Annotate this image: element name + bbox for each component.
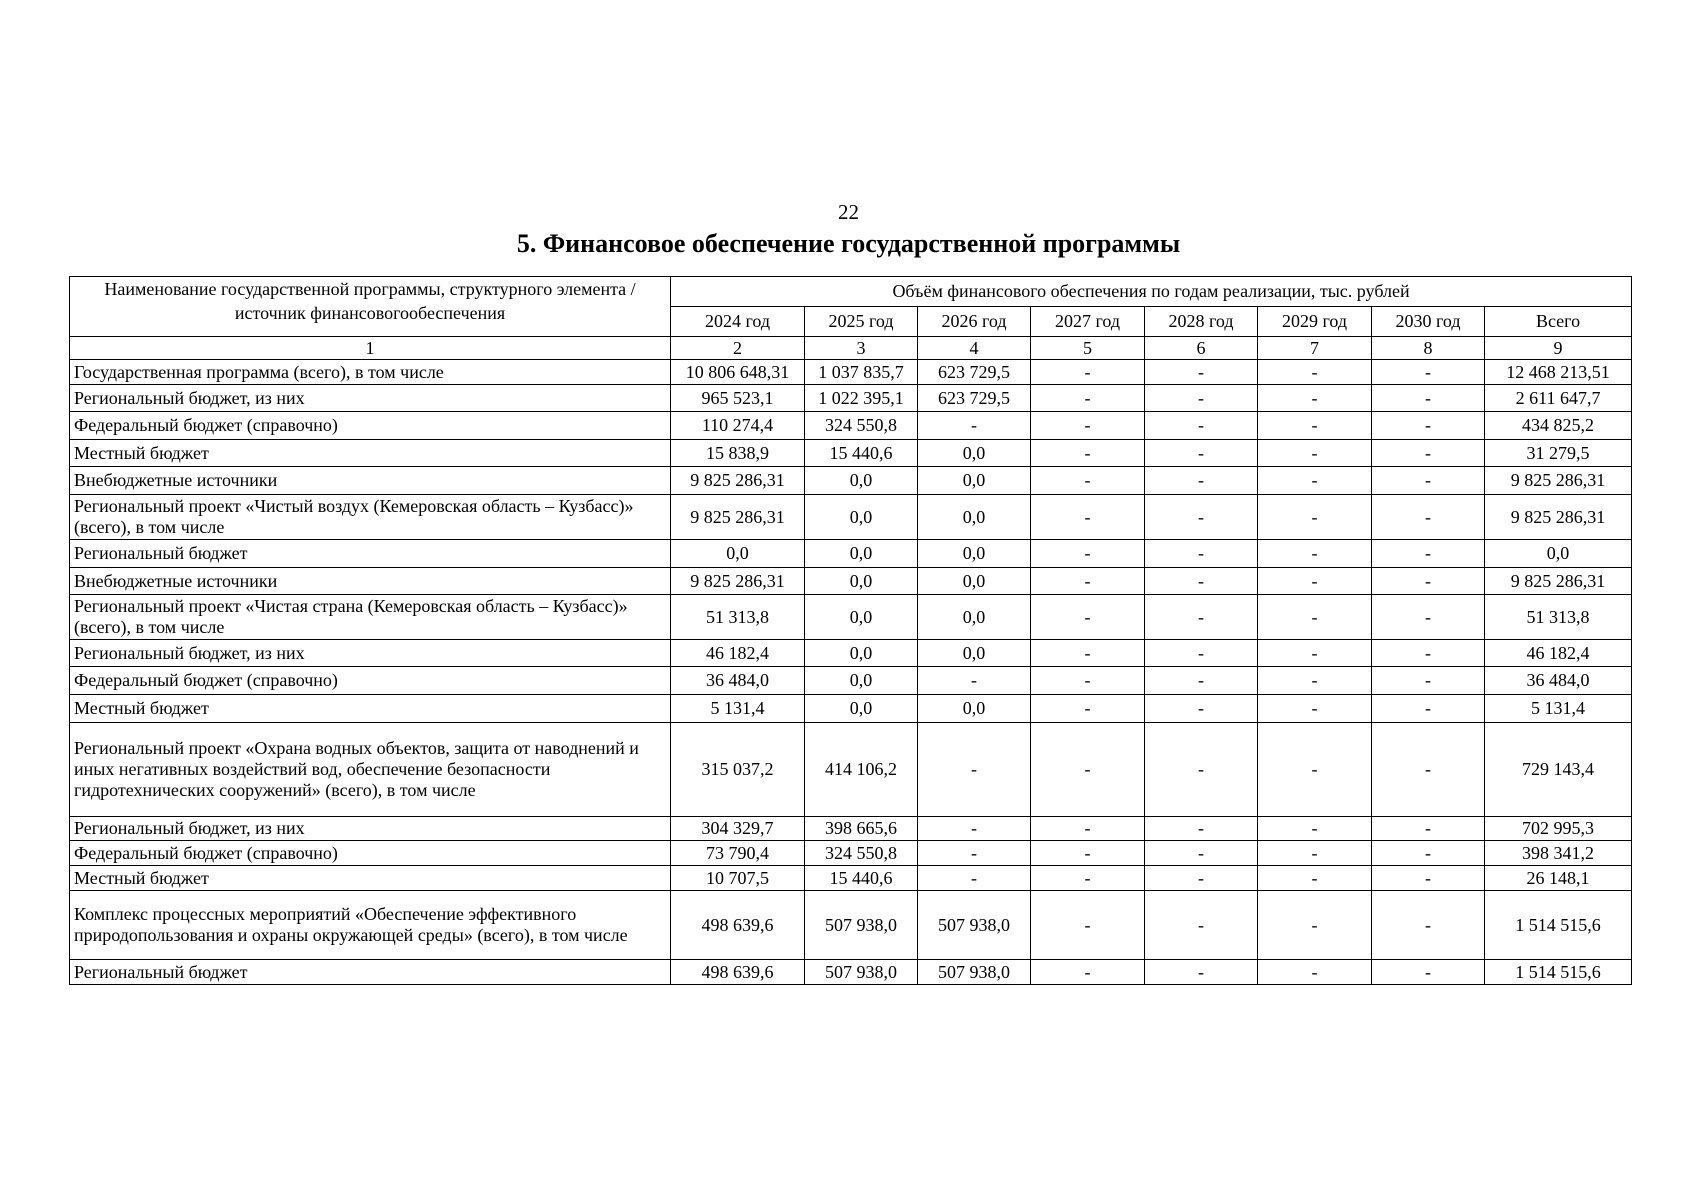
row-name-cell: Региональный бюджет (70, 540, 671, 568)
table-row (70, 841, 1632, 866)
value-cell: 9 825 286,31 (1485, 495, 1632, 540)
value-cell: - (1372, 841, 1485, 866)
value-cell: - (1031, 495, 1145, 540)
value-cell: - (1145, 412, 1258, 440)
value-cell: - (1258, 640, 1372, 667)
table-row (70, 866, 1632, 891)
table-row (70, 412, 1632, 440)
value-cell: 0,0 (918, 595, 1031, 640)
value-cell: 36 484,0 (1485, 667, 1632, 695)
column-index: 6 (1145, 337, 1258, 360)
column-header-2025: 2025 год (805, 307, 918, 337)
column-index: 1 (70, 337, 671, 360)
value-cell: 623 729,5 (918, 360, 1031, 385)
value-cell: 0,0 (918, 495, 1031, 540)
value-cell: 9 825 286,31 (671, 495, 805, 540)
value-cell: - (1258, 595, 1372, 640)
row-name-cell: Региональный бюджет, из них (70, 640, 671, 667)
column-header-2029: 2029 год (1258, 307, 1372, 337)
row-name-cell: Региональный бюджет, из них (70, 385, 671, 412)
value-cell: - (1145, 385, 1258, 412)
value-cell: 0,0 (805, 640, 918, 667)
value-cell: - (1372, 385, 1485, 412)
value-cell: 9 825 286,31 (671, 467, 805, 495)
value-cell: - (1372, 640, 1485, 667)
value-cell: - (1372, 595, 1485, 640)
table-row (70, 817, 1632, 841)
value-cell: 0,0 (918, 440, 1031, 467)
value-cell: - (1372, 817, 1485, 841)
value-cell: - (1031, 412, 1145, 440)
value-cell: 51 313,8 (1485, 595, 1632, 640)
value-cell: - (1258, 360, 1372, 385)
value-cell: - (918, 841, 1031, 866)
value-cell: - (1145, 568, 1258, 595)
value-cell: 26 148,1 (1485, 866, 1632, 891)
value-cell: - (1372, 723, 1485, 817)
value-cell: 0,0 (918, 640, 1031, 667)
value-cell: - (1372, 360, 1485, 385)
value-cell: - (1258, 891, 1372, 960)
value-cell: 10 806 648,31 (671, 360, 805, 385)
value-cell: 1 514 515,6 (1485, 960, 1632, 985)
value-cell: - (1145, 360, 1258, 385)
value-cell: - (1258, 467, 1372, 495)
column-header-2027: 2027 год (1031, 307, 1145, 337)
value-cell: 434 825,2 (1485, 412, 1632, 440)
value-cell: 9 825 286,31 (1485, 467, 1632, 495)
value-cell: - (1258, 723, 1372, 817)
table-row (70, 360, 1632, 385)
value-cell: - (1258, 412, 1372, 440)
value-cell: - (1145, 595, 1258, 640)
value-cell: 0,0 (918, 568, 1031, 595)
value-cell: 702 995,3 (1485, 817, 1632, 841)
value-cell: 498 639,6 (671, 960, 805, 985)
value-cell: 507 938,0 (918, 891, 1031, 960)
value-cell: - (1031, 640, 1145, 667)
value-cell: 10 707,5 (671, 866, 805, 891)
value-cell: 51 313,8 (671, 595, 805, 640)
value-cell: - (1258, 568, 1372, 595)
value-cell: - (1372, 667, 1485, 695)
name-column-header: Наименование государственной программы, структурного элемента / источник финансовогообеспечения (70, 277, 671, 337)
value-cell: - (1145, 540, 1258, 568)
column-index-row (70, 337, 1632, 360)
value-cell: 0,0 (805, 595, 918, 640)
value-cell: - (1258, 385, 1372, 412)
financing-table (69, 276, 1632, 985)
value-cell: - (1145, 467, 1258, 495)
page-number: 22 (838, 200, 859, 224)
value-cell: 324 550,8 (805, 412, 918, 440)
value-cell: 0,0 (805, 467, 918, 495)
value-cell: 324 550,8 (805, 841, 918, 866)
value-cell: 5 131,4 (1485, 695, 1632, 723)
value-cell: - (1372, 695, 1485, 723)
table-row (70, 385, 1632, 412)
value-cell: 507 938,0 (918, 960, 1031, 985)
value-cell: 0,0 (805, 568, 918, 595)
value-cell: - (1258, 817, 1372, 841)
value-cell: 9 825 286,31 (671, 568, 805, 595)
row-name-cell: Внебюджетные источники (70, 467, 671, 495)
value-cell: - (1372, 540, 1485, 568)
row-name-cell: Федеральный бюджет (справочно) (70, 667, 671, 695)
value-cell: 0,0 (805, 667, 918, 695)
value-cell: 36 484,0 (671, 667, 805, 695)
row-name-cell: Федеральный бюджет (справочно) (70, 412, 671, 440)
value-cell: 414 106,2 (805, 723, 918, 817)
table-row (70, 695, 1632, 723)
table-row (70, 595, 1632, 640)
table-row (70, 960, 1632, 985)
table-row (70, 540, 1632, 568)
value-cell: - (1031, 866, 1145, 891)
row-name-cell: Региональный проект «Чистая страна (Кемеровская область – Кузбасс)» (всего), в том числе (70, 595, 671, 640)
value-cell: - (1031, 695, 1145, 723)
table-row (70, 723, 1632, 817)
value-cell: 304 329,7 (671, 817, 805, 841)
value-cell: - (1145, 440, 1258, 467)
value-cell: 623 729,5 (918, 385, 1031, 412)
row-name-cell: Государственная программа (всего), в том числе (70, 360, 671, 385)
value-cell: 507 938,0 (805, 960, 918, 985)
value-cell: 9 825 286,31 (1485, 568, 1632, 595)
value-cell: - (1372, 467, 1485, 495)
value-cell: - (1031, 595, 1145, 640)
value-cell: - (1258, 841, 1372, 866)
table-row (70, 568, 1632, 595)
value-cell: 498 639,6 (671, 891, 805, 960)
value-cell: - (1258, 495, 1372, 540)
value-cell: - (1031, 360, 1145, 385)
value-cell: 507 938,0 (805, 891, 918, 960)
value-cell: 12 468 213,51 (1485, 360, 1632, 385)
value-cell: 0,0 (805, 695, 918, 723)
value-cell: 0,0 (1485, 540, 1632, 568)
value-cell: - (1031, 667, 1145, 695)
column-index: 7 (1258, 337, 1372, 360)
value-cell: 0,0 (671, 540, 805, 568)
value-cell: - (918, 723, 1031, 817)
value-cell: - (1372, 866, 1485, 891)
column-header-2030: 2030 год (1372, 307, 1485, 337)
column-header-2024: 2024 год (671, 307, 805, 337)
value-cell: - (1258, 866, 1372, 891)
value-cell: 15 440,6 (805, 440, 918, 467)
row-name-cell: Комплекс процессных мероприятий «Обеспечение эффективного природопользования и охраны окружающей среды» (всего), в том числе (70, 891, 671, 960)
table-row (70, 667, 1632, 695)
value-cell: 0,0 (918, 695, 1031, 723)
value-cell: - (1145, 723, 1258, 817)
table-body (70, 360, 1632, 985)
value-cell: 1 514 515,6 (1485, 891, 1632, 960)
value-cell: - (1145, 695, 1258, 723)
value-cell: 110 274,4 (671, 412, 805, 440)
row-name-cell: Региональный проект «Охрана водных объектов, защита от наводнений и иных негативных воздействий вод, обеспечение безопасности гидротехнических сооружений» (всего), в том числе (70, 723, 671, 817)
table-row (70, 891, 1632, 960)
table-row (70, 640, 1632, 667)
value-cell: 5 131,4 (671, 695, 805, 723)
value-cell: 398 665,6 (805, 817, 918, 841)
value-cell: 31 279,5 (1485, 440, 1632, 467)
column-index: 8 (1372, 337, 1485, 360)
value-cell: - (918, 667, 1031, 695)
value-cell: 0,0 (918, 467, 1031, 495)
value-cell: - (1031, 440, 1145, 467)
row-name-cell: Региональный проект «Чистый воздух (Кемеровская область – Кузбасс)» (всего), в том числе (70, 495, 671, 540)
value-cell: - (1031, 960, 1145, 985)
section-title: 5. Финансовое обеспечение государственной программы (516, 229, 1181, 258)
value-cell: - (1372, 960, 1485, 985)
value-cell: - (1031, 817, 1145, 841)
value-cell: - (1372, 440, 1485, 467)
value-cell: 0,0 (805, 540, 918, 568)
value-cell: 15 838,9 (671, 440, 805, 467)
value-cell: - (1145, 960, 1258, 985)
value-cell: - (1031, 891, 1145, 960)
column-header-total: Всего (1485, 307, 1632, 337)
value-cell: 0,0 (918, 540, 1031, 568)
value-cell: - (1031, 723, 1145, 817)
value-cell: - (1258, 695, 1372, 723)
value-cell: 0,0 (805, 495, 918, 540)
column-index: 2 (671, 337, 805, 360)
value-cell: - (1031, 841, 1145, 866)
value-cell: 46 182,4 (671, 640, 805, 667)
value-cell: 73 790,4 (671, 841, 805, 866)
value-cell: 1 022 395,1 (805, 385, 918, 412)
value-cell: - (1258, 440, 1372, 467)
column-index: 3 (805, 337, 918, 360)
value-cell: - (1145, 891, 1258, 960)
financing-group-header: Объём финансового обеспечения по годам реализации, тыс. рублей (671, 277, 1632, 307)
value-cell: - (1145, 866, 1258, 891)
value-cell: - (1372, 568, 1485, 595)
column-index: 4 (918, 337, 1031, 360)
column-index: 9 (1485, 337, 1632, 360)
value-cell: - (1031, 385, 1145, 412)
value-cell: - (1145, 817, 1258, 841)
value-cell: 315 037,2 (671, 723, 805, 817)
value-cell: 1 037 835,7 (805, 360, 918, 385)
row-name-cell: Региональный бюджет, из них (70, 817, 671, 841)
value-cell: - (1145, 841, 1258, 866)
value-cell: - (1372, 495, 1485, 540)
value-cell: - (1031, 467, 1145, 495)
value-cell: - (1145, 640, 1258, 667)
value-cell: 2 611 647,7 (1485, 385, 1632, 412)
column-header-2028: 2028 год (1145, 307, 1258, 337)
value-cell: - (1031, 540, 1145, 568)
value-cell: - (918, 866, 1031, 891)
value-cell: - (1145, 667, 1258, 695)
column-header-2026: 2026 год (918, 307, 1031, 337)
value-cell: 46 182,4 (1485, 640, 1632, 667)
row-name-cell: Местный бюджет (70, 695, 671, 723)
row-name-cell: Местный бюджет (70, 440, 671, 467)
value-cell: 398 341,2 (1485, 841, 1632, 866)
value-cell: - (918, 817, 1031, 841)
row-name-cell: Внебюджетные источники (70, 568, 671, 595)
column-index: 5 (1031, 337, 1145, 360)
value-cell: - (1031, 568, 1145, 595)
value-cell: 729 143,4 (1485, 723, 1632, 817)
row-name-cell: Федеральный бюджет (справочно) (70, 841, 671, 866)
value-cell: - (918, 412, 1031, 440)
value-cell: 15 440,6 (805, 866, 918, 891)
value-cell: - (1258, 540, 1372, 568)
value-cell: 965 523,1 (671, 385, 805, 412)
value-cell: - (1258, 667, 1372, 695)
table-row (70, 467, 1632, 495)
table-row (70, 440, 1632, 467)
row-name-cell: Местный бюджет (70, 866, 671, 891)
row-name-cell: Региональный бюджет (70, 960, 671, 985)
value-cell: - (1372, 891, 1485, 960)
value-cell: - (1145, 495, 1258, 540)
table-row (70, 495, 1632, 540)
value-cell: - (1258, 960, 1372, 985)
value-cell: - (1372, 412, 1485, 440)
